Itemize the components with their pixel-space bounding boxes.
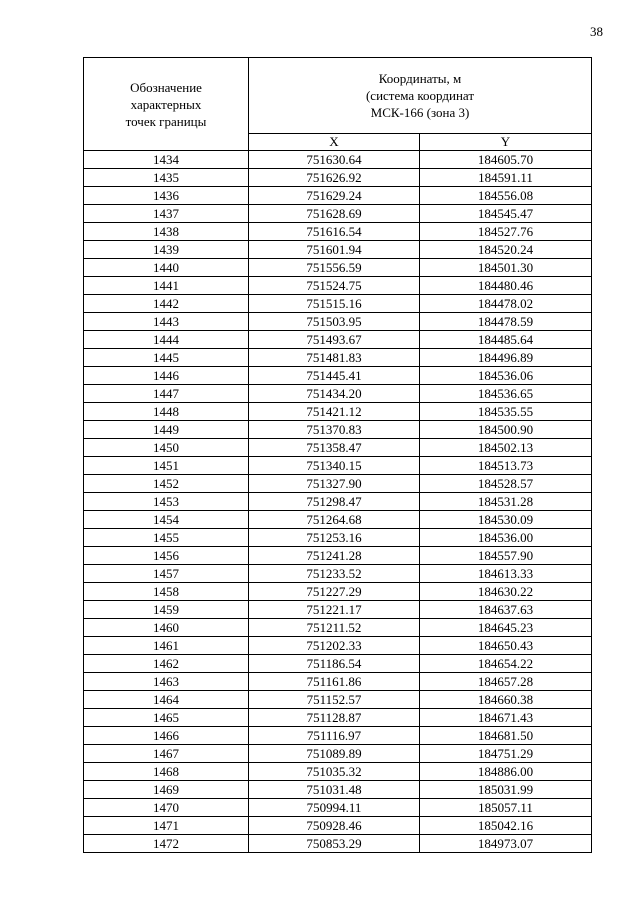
- table-row: [84, 601, 592, 619]
- point-id-cell: 1453: [84, 493, 249, 511]
- table-row: [84, 385, 592, 403]
- x-coordinate-cell: 751161.86: [249, 673, 420, 691]
- y-coordinate-cell: 184605.70: [420, 151, 592, 169]
- x-coordinate-cell: 751421.12: [249, 403, 420, 421]
- x-coordinate-cell: 751186.54: [249, 655, 420, 673]
- coordinates-header: [249, 58, 592, 134]
- y-coordinate-cell: 184671.43: [420, 709, 592, 727]
- y-coordinate-cell: 184591.11: [420, 169, 592, 187]
- table-row: [84, 277, 592, 295]
- x-coordinate-cell: 751241.28: [249, 547, 420, 565]
- y-coordinate-cell: 184637.63: [420, 601, 592, 619]
- y-coordinate-cell: 184513.73: [420, 457, 592, 475]
- table-row: [84, 781, 592, 799]
- table-row: [84, 763, 592, 781]
- table-row: [84, 403, 592, 421]
- x-coordinate-cell: 751327.90: [249, 475, 420, 493]
- y-coordinate-cell: 184545.47: [420, 205, 592, 223]
- x-coordinate-cell: 751445.41: [249, 367, 420, 385]
- y-coordinate-cell: 184645.23: [420, 619, 592, 637]
- x-coordinate-cell: 751152.57: [249, 691, 420, 709]
- x-column-header: X: [249, 134, 420, 151]
- point-id-cell: 1464: [84, 691, 249, 709]
- table-row: [84, 439, 592, 457]
- table-row: [84, 655, 592, 673]
- x-coordinate-cell: 751601.94: [249, 241, 420, 259]
- table-row: [84, 457, 592, 475]
- table-row: [84, 295, 592, 313]
- y-coordinate-cell: 184530.09: [420, 511, 592, 529]
- table-row: [84, 799, 592, 817]
- point-id-cell: 1462: [84, 655, 249, 673]
- y-coordinate-cell: 184520.24: [420, 241, 592, 259]
- y-coordinate-cell: 184613.33: [420, 565, 592, 583]
- point-id-cell: 1437: [84, 205, 249, 223]
- x-coordinate-cell: 750928.46: [249, 817, 420, 835]
- point-id-cell: 1448: [84, 403, 249, 421]
- y-coordinate-cell: 184536.06: [420, 367, 592, 385]
- y-coordinate-cell: 184654.22: [420, 655, 592, 673]
- x-coordinate-cell: 751253.16: [249, 529, 420, 547]
- y-coordinate-cell: 184480.46: [420, 277, 592, 295]
- table-row: [84, 817, 592, 835]
- point-id-cell: 1466: [84, 727, 249, 745]
- x-coordinate-cell: 751503.95: [249, 313, 420, 331]
- point-id-cell: 1469: [84, 781, 249, 799]
- y-column-header: Y: [420, 134, 592, 151]
- point-id-cell: 1452: [84, 475, 249, 493]
- y-coordinate-cell: 184536.00: [420, 529, 592, 547]
- point-id-cell: 1441: [84, 277, 249, 295]
- y-coordinate-cell: 184531.28: [420, 493, 592, 511]
- x-coordinate-cell: 751116.97: [249, 727, 420, 745]
- x-coordinate-cell: 751370.83: [249, 421, 420, 439]
- coord-header-line: МСК-166 (зона 3): [370, 105, 470, 120]
- point-id-cell: 1470: [84, 799, 249, 817]
- point-id-cell: 1439: [84, 241, 249, 259]
- x-coordinate-cell: 751358.47: [249, 439, 420, 457]
- coord-header-line: (система координат: [365, 88, 475, 103]
- y-coordinate-cell: 184501.30: [420, 259, 592, 277]
- point-id-cell: 1457: [84, 565, 249, 583]
- y-coordinate-cell: 185042.16: [420, 817, 592, 835]
- point-id-cell: 1456: [84, 547, 249, 565]
- y-coordinate-cell: 184478.59: [420, 313, 592, 331]
- x-coordinate-cell: 751628.69: [249, 205, 420, 223]
- coordinates-table: [83, 57, 592, 853]
- table-row: [84, 367, 592, 385]
- x-coordinate-cell: 751128.87: [249, 709, 420, 727]
- y-coordinate-cell: 184886.00: [420, 763, 592, 781]
- y-coordinate-cell: 184485.64: [420, 331, 592, 349]
- table-row: [84, 709, 592, 727]
- point-header-line: точек границы: [125, 113, 207, 129]
- table-row: [84, 673, 592, 691]
- y-coordinate-cell: 184657.28: [420, 673, 592, 691]
- point-id-cell: 1440: [84, 259, 249, 277]
- table-row: [84, 241, 592, 259]
- table-row: [84, 547, 592, 565]
- table-row: [84, 331, 592, 349]
- point-id-cell: 1459: [84, 601, 249, 619]
- y-coordinate-cell: 184528.57: [420, 475, 592, 493]
- table-row: [84, 205, 592, 223]
- y-coordinate-cell: 184502.13: [420, 439, 592, 457]
- page-number: 38: [590, 24, 603, 39]
- x-coordinate-cell: 751031.48: [249, 781, 420, 799]
- point-id-cell: 1465: [84, 709, 249, 727]
- x-coordinate-cell: 751626.92: [249, 169, 420, 187]
- x-coordinate-cell: 751298.47: [249, 493, 420, 511]
- x-coordinate-cell: 750994.11: [249, 799, 420, 817]
- point-id-cell: 1472: [84, 835, 249, 853]
- point-id-cell: 1450: [84, 439, 249, 457]
- table-row: [84, 637, 592, 655]
- table-body: [84, 151, 592, 853]
- point-id-cell: 1442: [84, 295, 249, 313]
- y-coordinate-cell: 184536.65: [420, 385, 592, 403]
- point-designation-header: [84, 58, 249, 151]
- table-row: [84, 565, 592, 583]
- y-coordinate-cell: 184650.43: [420, 637, 592, 655]
- x-coordinate-cell: 751227.29: [249, 583, 420, 601]
- x-coordinate-cell: 751616.54: [249, 223, 420, 241]
- y-coordinate-cell: 184496.89: [420, 349, 592, 367]
- point-id-cell: 1445: [84, 349, 249, 367]
- x-coordinate-cell: 751264.68: [249, 511, 420, 529]
- point-id-cell: 1438: [84, 223, 249, 241]
- point-header-line: характерных: [130, 96, 202, 112]
- table-row: [84, 529, 592, 547]
- x-coordinate-cell: 751524.75: [249, 277, 420, 295]
- point-id-cell: 1460: [84, 619, 249, 637]
- y-coordinate-cell: 184751.29: [420, 745, 592, 763]
- point-id-cell: 1434: [84, 151, 249, 169]
- y-coordinate-cell: 185031.99: [420, 781, 592, 799]
- point-id-cell: 1455: [84, 529, 249, 547]
- y-coordinate-cell: 184500.90: [420, 421, 592, 439]
- coord-header-line: Координаты, м: [378, 71, 462, 86]
- y-coordinate-cell: 184478.02: [420, 295, 592, 313]
- table-row: [84, 493, 592, 511]
- table-row: [84, 151, 592, 169]
- table-row: [84, 691, 592, 709]
- point-id-cell: 1444: [84, 331, 249, 349]
- point-id-cell: 1443: [84, 313, 249, 331]
- y-coordinate-cell: 184557.90: [420, 547, 592, 565]
- x-coordinate-cell: 751221.17: [249, 601, 420, 619]
- y-coordinate-cell: 184630.22: [420, 583, 592, 601]
- table-row: [84, 187, 592, 205]
- y-coordinate-cell: 184973.07: [420, 835, 592, 853]
- table-row: [84, 313, 592, 331]
- x-coordinate-cell: 751202.33: [249, 637, 420, 655]
- point-id-cell: 1458: [84, 583, 249, 601]
- table-row: [84, 223, 592, 241]
- x-coordinate-cell: 751434.20: [249, 385, 420, 403]
- table-row: [84, 511, 592, 529]
- table-row: [84, 619, 592, 637]
- x-coordinate-cell: 750853.29: [249, 835, 420, 853]
- y-coordinate-cell: 184681.50: [420, 727, 592, 745]
- x-coordinate-cell: 751629.24: [249, 187, 420, 205]
- point-id-cell: 1447: [84, 385, 249, 403]
- table-row: [84, 421, 592, 439]
- table-row: [84, 349, 592, 367]
- table-row: [84, 835, 592, 853]
- x-coordinate-cell: 751233.52: [249, 565, 420, 583]
- x-coordinate-cell: 751556.59: [249, 259, 420, 277]
- x-coordinate-cell: 751340.15: [249, 457, 420, 475]
- point-id-cell: 1449: [84, 421, 249, 439]
- table-row: [84, 583, 592, 601]
- y-coordinate-cell: 184527.76: [420, 223, 592, 241]
- table-row: [84, 259, 592, 277]
- x-coordinate-cell: 751211.52: [249, 619, 420, 637]
- point-id-cell: 1467: [84, 745, 249, 763]
- table-row: [84, 727, 592, 745]
- point-id-cell: 1471: [84, 817, 249, 835]
- point-id-cell: 1461: [84, 637, 249, 655]
- point-id-cell: 1451: [84, 457, 249, 475]
- point-id-cell: 1446: [84, 367, 249, 385]
- x-coordinate-cell: 751493.67: [249, 331, 420, 349]
- point-id-cell: 1436: [84, 187, 249, 205]
- x-coordinate-cell: 751515.16: [249, 295, 420, 313]
- point-id-cell: 1468: [84, 763, 249, 781]
- x-coordinate-cell: 751035.32: [249, 763, 420, 781]
- point-id-cell: 1463: [84, 673, 249, 691]
- point-id-cell: 1454: [84, 511, 249, 529]
- table-row: [84, 475, 592, 493]
- x-coordinate-cell: 751089.89: [249, 745, 420, 763]
- x-coordinate-cell: 751630.64: [249, 151, 420, 169]
- y-coordinate-cell: 184535.55: [420, 403, 592, 421]
- x-coordinate-cell: 751481.83: [249, 349, 420, 367]
- y-coordinate-cell: 184556.08: [420, 187, 592, 205]
- y-coordinate-cell: 184660.38: [420, 691, 592, 709]
- table-row: [84, 169, 592, 187]
- point-id-cell: 1435: [84, 169, 249, 187]
- y-coordinate-cell: 185057.11: [420, 799, 592, 817]
- table-row: [84, 745, 592, 763]
- point-header-line: Обозначение: [130, 79, 202, 95]
